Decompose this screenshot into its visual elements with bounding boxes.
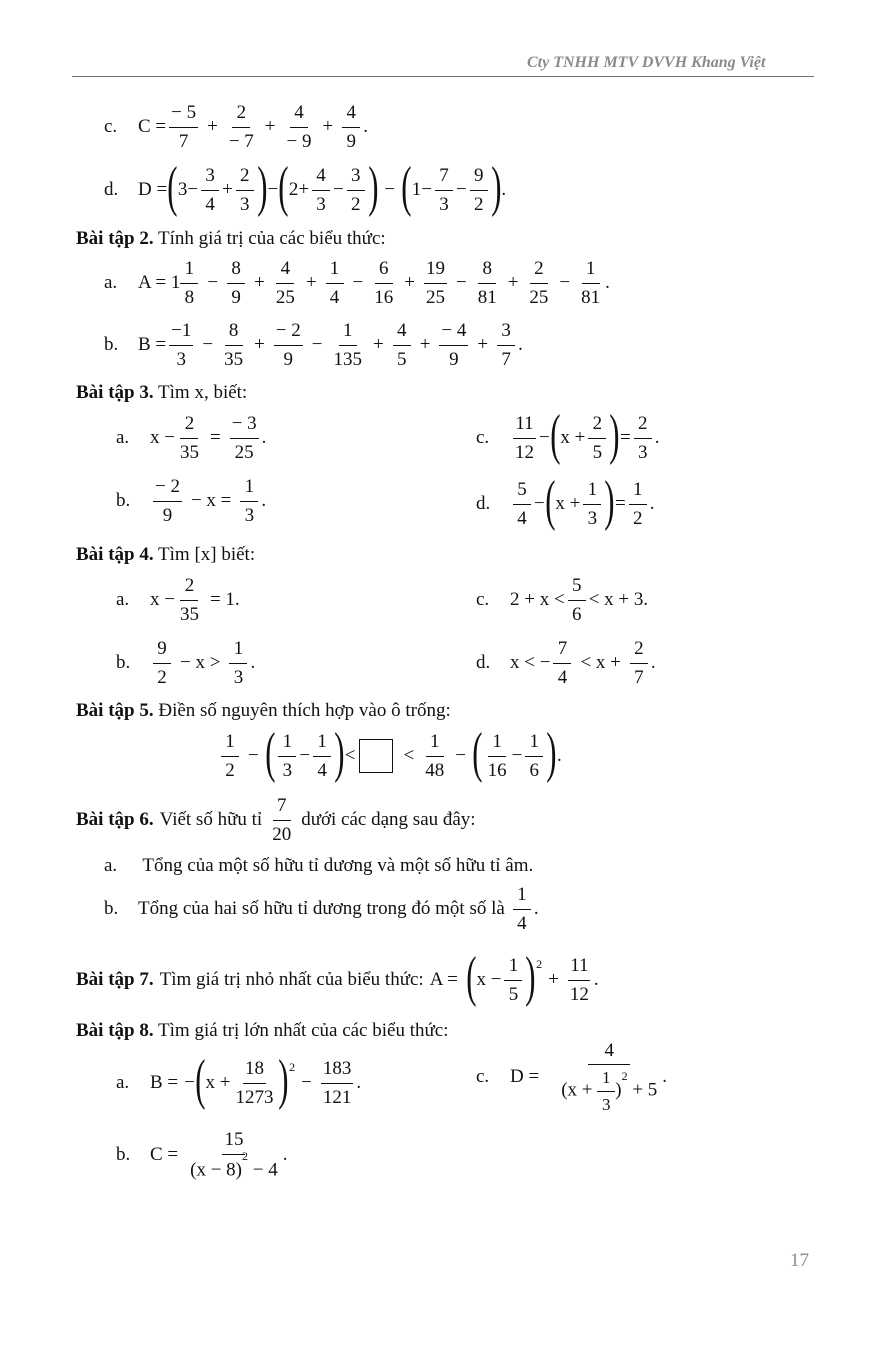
ex2-title-bold: Bài tập 2. <box>76 228 154 249</box>
ex1-d: d. D = ( 3− $\frac{3}{4}$ + $\frac{2}{3}$ ) − ( 2+ $\frac{4}{3}$ − $\frac{3}{2}$ ) − ( 1− $\frac{7}{3}$ − $\frac{9}{2}$ ) . <box>104 156 507 218</box>
ex4-title-text: Tìm [x] biết: <box>158 544 256 565</box>
page-number: 17 <box>790 1250 809 1271</box>
ex1-c: c. C = $\frac{- 5}{7}$ + $\frac{2}{- 7}$ + $\frac{4}{- 9}$ + $\frac{4}{9}$ . <box>104 101 368 152</box>
ex6-a-label: a. <box>104 855 118 876</box>
ex3-b-label: b. <box>116 490 131 511</box>
ex8-title <box>76 1020 449 1042</box>
ex8-c-label: c. <box>476 1066 490 1087</box>
ex7: Bài tập 7. Tìm giá trị nhỏ nhất của biểu thức: A = ( x − $\frac{1}{5}$ ) $^2$ + $\frac{11}{12}$ . <box>76 946 599 1008</box>
ex6-title: Bài tập 6. Viết số hữu tỉ 7 20 dưới các dạng sau đây: <box>76 794 476 845</box>
ex7-lhs: A = <box>429 969 458 990</box>
answer-box <box>359 739 393 773</box>
ex3-a: a. x − $\frac{2}{35}$ = $\frac{- 3}{25}$ . <box>116 412 267 463</box>
ex8-a: a. B = − ( x + $\frac{18}{1273}$ ) $^2$ − $\frac{183}{121}$ . <box>116 1049 362 1111</box>
ex3-title-text: Tìm x, biết: <box>158 382 248 403</box>
ex6-title-text-1: Viết số hữu tỉ <box>159 809 263 830</box>
ex3-c: c. 11 12 − ( x + $\frac{2}{5}$ ) = $\frac{2}{3}$ . <box>476 404 660 466</box>
ex3-d: d. 5 4 − ( x + $\frac{1}{3}$ ) = $\frac{1}{2}$ . <box>476 470 655 532</box>
ex7-title-bold: Bài tập 7. <box>76 969 154 990</box>
ex6-a-text: Tổng của một số hữu tỉ dương và một số hữu tỉ âm. <box>142 855 534 876</box>
ex2-b: b. B = $\frac{-1}{3}$ − $\frac{8}{35}$ + $\frac{- 2}{9}$ − $\frac{1}{135}$ + $\frac{4}{5}$ + $\frac{- 4}{9}$ + $\frac{3}{7}$ . <box>104 319 523 370</box>
ex1-d-label: d. <box>104 179 119 200</box>
ex4-b-label: b. <box>116 652 131 673</box>
ex8-b: b. C = $\frac{15}{(x - 8)^2 - 4}$ . <box>116 1128 288 1181</box>
ex6-title-text-2: dưới các dạng sau đây: <box>301 809 476 830</box>
ex2-a-lhs: A = 1 <box>138 272 181 293</box>
ex8-b-label: b. <box>116 1144 131 1165</box>
ex6-b: b. Tổng của hai số hữu tỉ dương trong đó một số là 1 4 . <box>104 883 539 934</box>
ex1-c-lhs: C = <box>138 116 167 137</box>
ex8-a-lhs: B = <box>150 1072 179 1093</box>
ex8-title-text: Tìm giá trị lớn nhất của các biểu thức: <box>158 1020 449 1041</box>
ex2-title <box>76 228 386 250</box>
ex6-title-bold: Bài tập 6. <box>76 809 154 830</box>
ex8-c-lhs: D = <box>510 1066 540 1087</box>
ex2-a: a. A = 1 1 8 − $\frac{8}{9}$ + $\frac{4}{25}$ + $\frac{1}{4}$ − $\frac{6}{16}$ + $\frac{19}{25}$ − $\frac{8}{81}$ + $\frac{2}{25}$ − $\frac{1}{81}$ . <box>104 257 610 308</box>
ex5-title-text: Điền số nguyên thích hợp vào ô trống: <box>158 700 451 721</box>
header-rule <box>72 76 814 77</box>
ex4-a-label: a. <box>116 589 130 610</box>
ex1-c-label: c. <box>104 116 118 137</box>
ex2-a-label: a. <box>104 272 118 293</box>
ex2-b-label: b. <box>104 334 119 355</box>
ex2-b-lhs: B = <box>138 334 167 355</box>
ex5-title-bold: Bài tập 5. <box>76 700 154 721</box>
ex8-b-lhs: C = <box>150 1144 179 1165</box>
ex4-b: b. 9 2 − x > 1 3 . <box>116 637 256 688</box>
header-publisher: Cty TNHH MTV DVVH Khang Việt <box>527 54 766 71</box>
ex8-a-label: a. <box>116 1072 130 1093</box>
ex4-d: d. x < − $\frac{7}{4}$ < x + $\frac{2}{7}$ . <box>476 637 656 688</box>
ex6-b-text: Tổng của hai số hữu tỉ dương trong đó một số là <box>138 898 505 919</box>
ex3-title-bold: Bài tập 3. <box>76 382 154 403</box>
ex7-title-text: Tìm giá trị nhỏ nhất của biểu thức: <box>159 969 424 990</box>
ex4-title-bold: Bài tập 4. <box>76 544 154 565</box>
ex3-b: b. − 2 9 − x = $\frac{1}{3}$ . <box>116 475 267 526</box>
ex3-a-label: a. <box>116 427 130 448</box>
ex5-title <box>76 700 451 722</box>
ex4-a: a. x − $\frac{2}{35}$ = 1. <box>116 574 240 625</box>
ex5-expression: 1 2 − ( 1 3 − $\frac{1}{4}$ ) < < 1 48 − ( 1 16 − $\frac{1}{6}$ ) . <box>218 721 562 791</box>
ex2-title-text: Tính giá trị của các biểu thức: <box>158 228 386 249</box>
ex8-c: c. D = 4 (x + $\frac{1}{3}$ )$^2$ + 5 . <box>476 1039 668 1114</box>
ex4-d-label: d. <box>476 652 491 673</box>
ex8-title-bold: Bài tập 8. <box>76 1020 154 1041</box>
ex4-c: c. 2 + x < 5 6 < x + 3. <box>476 574 649 625</box>
ex4-c-label: c. <box>476 589 490 610</box>
ex3-title <box>76 382 247 404</box>
ex1-d-lhs: D = <box>138 179 168 200</box>
ex6-b-label: b. <box>104 898 119 919</box>
ex3-c-label: c. <box>476 427 490 448</box>
ex3-d-label: d. <box>476 493 491 514</box>
ex4-title <box>76 544 255 566</box>
